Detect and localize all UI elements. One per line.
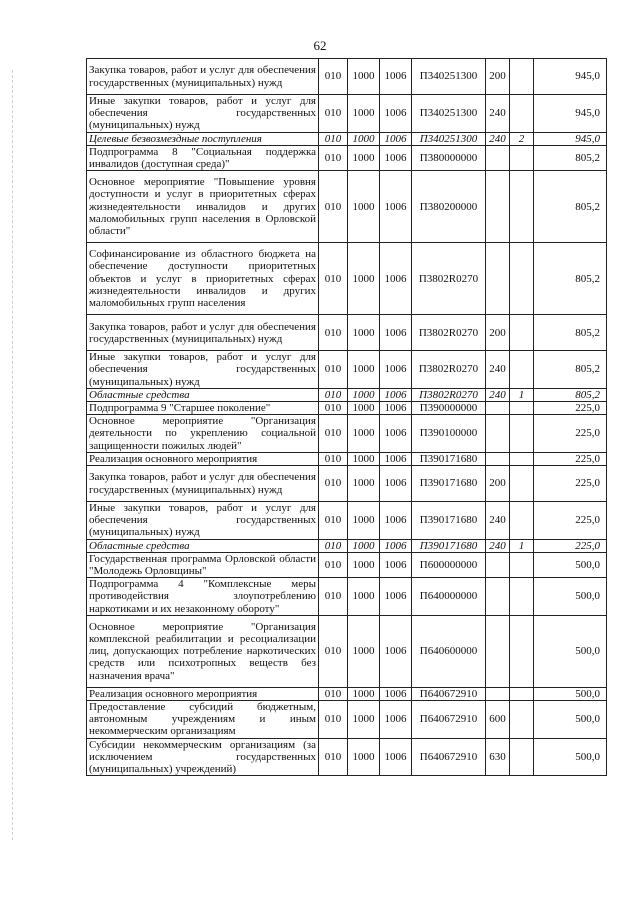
- row-amount: 500,0: [534, 552, 607, 577]
- table-row: [87, 145, 607, 170]
- row-name: Областные средства: [87, 388, 319, 401]
- table-row: [87, 539, 607, 552]
- row-subsection-code: 1006: [380, 701, 412, 739]
- table-row: [87, 415, 607, 453]
- row-expense-type: [486, 615, 510, 687]
- row-name: Подпрограмма 9 "Старшее поколение": [87, 402, 319, 415]
- row-kosgu: [510, 95, 534, 133]
- row-kosgu: [510, 738, 534, 776]
- row-subsection-code: 1006: [380, 315, 412, 351]
- row-section-code: 1000: [348, 701, 380, 739]
- row-subsection-code: 1006: [380, 615, 412, 687]
- row-expense-type: 600: [486, 701, 510, 739]
- budget-table: [86, 58, 607, 776]
- row-amount: 805,2: [534, 351, 607, 389]
- table-row: [87, 388, 607, 401]
- row-kosgu: [510, 145, 534, 170]
- row-subsection-code: 1006: [380, 132, 412, 145]
- row-amount: 805,2: [534, 388, 607, 401]
- row-section-code: 1000: [348, 351, 380, 389]
- table-row: [87, 132, 607, 145]
- row-target-article: П640672910: [412, 687, 486, 700]
- row-expense-type: 240: [486, 539, 510, 552]
- row-section-code: 1000: [348, 132, 380, 145]
- row-subsection-code: 1006: [380, 145, 412, 170]
- row-name: Подпрограмма 4 "Комплексные меры противодействия злоупотреблению наркотиками и их незаконному обороту": [87, 578, 319, 616]
- row-ministry-code: 010: [319, 701, 348, 739]
- row-amount: 225,0: [534, 415, 607, 453]
- row-subsection-code: 1006: [380, 539, 412, 552]
- row-target-article: П390171680: [412, 539, 486, 552]
- row-name: Предоставление субсидий бюджетным, автономным учреждениям и иным некоммерческим организациям: [87, 701, 319, 739]
- row-ministry-code: 010: [319, 132, 348, 145]
- row-expense-type: 630: [486, 738, 510, 776]
- row-expense-type: [486, 145, 510, 170]
- row-ministry-code: 010: [319, 466, 348, 502]
- row-expense-type: [486, 687, 510, 700]
- row-section-code: 1000: [348, 552, 380, 577]
- row-target-article: П390171680: [412, 502, 486, 540]
- row-expense-type: 200: [486, 59, 510, 95]
- row-subsection-code: 1006: [380, 171, 412, 243]
- table-row: [87, 351, 607, 389]
- row-name: Основное мероприятие "Организация деятельности по укреплению социальной защищенности пожилых людей": [87, 415, 319, 453]
- row-expense-type: 240: [486, 502, 510, 540]
- row-subsection-code: 1006: [380, 351, 412, 389]
- row-ministry-code: 010: [319, 415, 348, 453]
- row-expense-type: [486, 415, 510, 453]
- row-amount: 225,0: [534, 466, 607, 502]
- row-kosgu: [510, 415, 534, 453]
- row-amount: 945,0: [534, 95, 607, 133]
- row-subsection-code: 1006: [380, 502, 412, 540]
- row-subsection-code: 1006: [380, 738, 412, 776]
- row-expense-type: 240: [486, 132, 510, 145]
- row-name: Иные закупки товаров, работ и услуг для обеспечения государственных (муниципальных) нужд: [87, 351, 319, 389]
- row-kosgu: [510, 315, 534, 351]
- row-ministry-code: 010: [319, 171, 348, 243]
- row-amount: 805,2: [534, 243, 607, 315]
- row-target-article: П390171680: [412, 452, 486, 465]
- row-name: Закупка товаров, работ и услуг для обеспечения государственных (муниципальных) нужд: [87, 466, 319, 502]
- row-target-article: П340251300: [412, 132, 486, 145]
- row-name: Подпрограмма 8 "Социальная поддержка инвалидов (доступная среда)": [87, 145, 319, 170]
- row-kosgu: [510, 466, 534, 502]
- row-expense-type: [486, 578, 510, 616]
- row-section-code: 1000: [348, 502, 380, 540]
- row-kosgu: [510, 578, 534, 616]
- row-target-article: П390100000: [412, 415, 486, 453]
- row-kosgu: [510, 243, 534, 315]
- table-row: [87, 59, 607, 95]
- budget-table-body: [87, 59, 607, 776]
- row-ministry-code: 010: [319, 452, 348, 465]
- row-name: Областные средства: [87, 539, 319, 552]
- row-amount: 500,0: [534, 578, 607, 616]
- row-name: Иные закупки товаров, работ и услуг для обеспечения государственных (муниципальных) нужд: [87, 502, 319, 540]
- row-section-code: 1000: [348, 145, 380, 170]
- row-subsection-code: 1006: [380, 466, 412, 502]
- table-row: [87, 243, 607, 315]
- row-ministry-code: 010: [319, 145, 348, 170]
- table-row: [87, 578, 607, 616]
- row-amount: 500,0: [534, 738, 607, 776]
- row-section-code: 1000: [348, 452, 380, 465]
- row-ministry-code: 010: [319, 351, 348, 389]
- row-kosgu: [510, 687, 534, 700]
- row-name: Софинансирование из областного бюджета на обеспечение доступности приоритетных объектов и услуг в приоритетных сферах жизнедеятельности инвалидов и других маломобильных групп населения: [87, 243, 319, 315]
- row-section-code: 1000: [348, 402, 380, 415]
- row-target-article: П3802R0270: [412, 315, 486, 351]
- row-section-code: 1000: [348, 59, 380, 95]
- row-target-article: П3802R0270: [412, 351, 486, 389]
- row-expense-type: 240: [486, 95, 510, 133]
- row-amount: 225,0: [534, 502, 607, 540]
- row-subsection-code: 1006: [380, 415, 412, 453]
- row-section-code: 1000: [348, 388, 380, 401]
- table-row: [87, 315, 607, 351]
- table-row: [87, 95, 607, 133]
- row-name: Иные закупки товаров, работ и услуг для обеспечения государственных (муниципальных) нужд: [87, 95, 319, 133]
- row-ministry-code: 010: [319, 578, 348, 616]
- row-kosgu: [510, 502, 534, 540]
- row-section-code: 1000: [348, 539, 380, 552]
- row-target-article: П390000000: [412, 402, 486, 415]
- row-kosgu: [510, 552, 534, 577]
- row-ministry-code: 010: [319, 502, 348, 540]
- row-kosgu: [510, 701, 534, 739]
- scan-edge-line: [12, 70, 13, 840]
- row-expense-type: 200: [486, 466, 510, 502]
- row-kosgu: 1: [510, 539, 534, 552]
- row-ministry-code: 010: [319, 552, 348, 577]
- row-subsection-code: 1006: [380, 402, 412, 415]
- row-subsection-code: 1006: [380, 578, 412, 616]
- row-name: Субсидии некоммерческим организациям (за исключением государственных (муниципальных) учреждений): [87, 738, 319, 776]
- row-target-article: П340251300: [412, 59, 486, 95]
- row-section-code: 1000: [348, 615, 380, 687]
- row-expense-type: [486, 552, 510, 577]
- row-ministry-code: 010: [319, 243, 348, 315]
- row-target-article: П640672910: [412, 738, 486, 776]
- row-target-article: П640672910: [412, 701, 486, 739]
- row-name: Основное мероприятие "Повышение уровня доступности и услуг в приоритетных сферах жизнедеятельности инвалидов и других маломобильных групп населения в Орловской области": [87, 171, 319, 243]
- row-target-article: П380200000: [412, 171, 486, 243]
- row-section-code: 1000: [348, 578, 380, 616]
- row-amount: 500,0: [534, 615, 607, 687]
- row-subsection-code: 1006: [380, 95, 412, 133]
- table-row: [87, 402, 607, 415]
- table-row: [87, 502, 607, 540]
- row-amount: 225,0: [534, 539, 607, 552]
- table-row: [87, 615, 607, 687]
- row-target-article: П640000000: [412, 578, 486, 616]
- row-target-article: П3802R0270: [412, 388, 486, 401]
- row-subsection-code: 1006: [380, 687, 412, 700]
- row-amount: 805,2: [534, 171, 607, 243]
- row-name: Реализация основного мероприятия: [87, 687, 319, 700]
- table-row: [87, 452, 607, 465]
- row-expense-type: [486, 452, 510, 465]
- row-expense-type: [486, 171, 510, 243]
- row-amount: 225,0: [534, 452, 607, 465]
- row-section-code: 1000: [348, 738, 380, 776]
- table-row: [87, 171, 607, 243]
- row-expense-type: [486, 402, 510, 415]
- row-amount: 805,2: [534, 145, 607, 170]
- row-ministry-code: 010: [319, 59, 348, 95]
- row-kosgu: [510, 452, 534, 465]
- row-name: Государственная программа Орловской области "Молодежь Орловщины": [87, 552, 319, 577]
- row-subsection-code: 1006: [380, 452, 412, 465]
- row-amount: 805,2: [534, 315, 607, 351]
- table-row: [87, 738, 607, 776]
- row-expense-type: [486, 243, 510, 315]
- row-ministry-code: 010: [319, 315, 348, 351]
- row-target-article: П390171680: [412, 466, 486, 502]
- row-ministry-code: 010: [319, 388, 348, 401]
- row-amount: 945,0: [534, 132, 607, 145]
- row-section-code: 1000: [348, 687, 380, 700]
- row-ministry-code: 010: [319, 687, 348, 700]
- row-kosgu: [510, 171, 534, 243]
- row-name: Закупка товаров, работ и услуг для обеспечения государственных (муниципальных) нужд: [87, 59, 319, 95]
- row-section-code: 1000: [348, 315, 380, 351]
- row-ministry-code: 010: [319, 402, 348, 415]
- row-expense-type: 240: [486, 388, 510, 401]
- row-name: Закупка товаров, работ и услуг для обеспечения государственных (муниципальных) нужд: [87, 315, 319, 351]
- row-section-code: 1000: [348, 415, 380, 453]
- row-subsection-code: 1006: [380, 59, 412, 95]
- table-row: [87, 552, 607, 577]
- row-name: Основное мероприятие "Организация комплексной реабилитации и ресоциализации лиц, допускающих потребление наркотических средств или психотропных веществ без назначения врача": [87, 615, 319, 687]
- row-kosgu: [510, 59, 534, 95]
- row-expense-type: 200: [486, 315, 510, 351]
- row-kosgu: [510, 615, 534, 687]
- row-subsection-code: 1006: [380, 243, 412, 315]
- row-ministry-code: 010: [319, 615, 348, 687]
- table-row: [87, 466, 607, 502]
- row-target-article: П3802R0270: [412, 243, 486, 315]
- row-amount: 500,0: [534, 687, 607, 700]
- row-kosgu: 2: [510, 132, 534, 145]
- row-amount: 225,0: [534, 402, 607, 415]
- page-number: 62: [313, 38, 327, 53]
- row-name: Реализация основного мероприятия: [87, 452, 319, 465]
- row-amount: 500,0: [534, 701, 607, 739]
- row-ministry-code: 010: [319, 738, 348, 776]
- row-subsection-code: 1006: [380, 552, 412, 577]
- row-ministry-code: 010: [319, 539, 348, 552]
- row-expense-type: 240: [486, 351, 510, 389]
- row-amount: 945,0: [534, 59, 607, 95]
- row-ministry-code: 010: [319, 95, 348, 133]
- row-target-article: П380000000: [412, 145, 486, 170]
- row-kosgu: 1: [510, 388, 534, 401]
- row-subsection-code: 1006: [380, 388, 412, 401]
- row-target-article: П600000000: [412, 552, 486, 577]
- row-section-code: 1000: [348, 243, 380, 315]
- row-section-code: 1000: [348, 95, 380, 133]
- table-row: [87, 701, 607, 739]
- row-section-code: 1000: [348, 466, 380, 502]
- row-kosgu: [510, 402, 534, 415]
- row-target-article: П340251300: [412, 95, 486, 133]
- row-section-code: 1000: [348, 171, 380, 243]
- row-kosgu: [510, 351, 534, 389]
- row-target-article: П640600000: [412, 615, 486, 687]
- table-row: [87, 687, 607, 700]
- row-name: Целевые безвозмездные поступления: [87, 132, 319, 145]
